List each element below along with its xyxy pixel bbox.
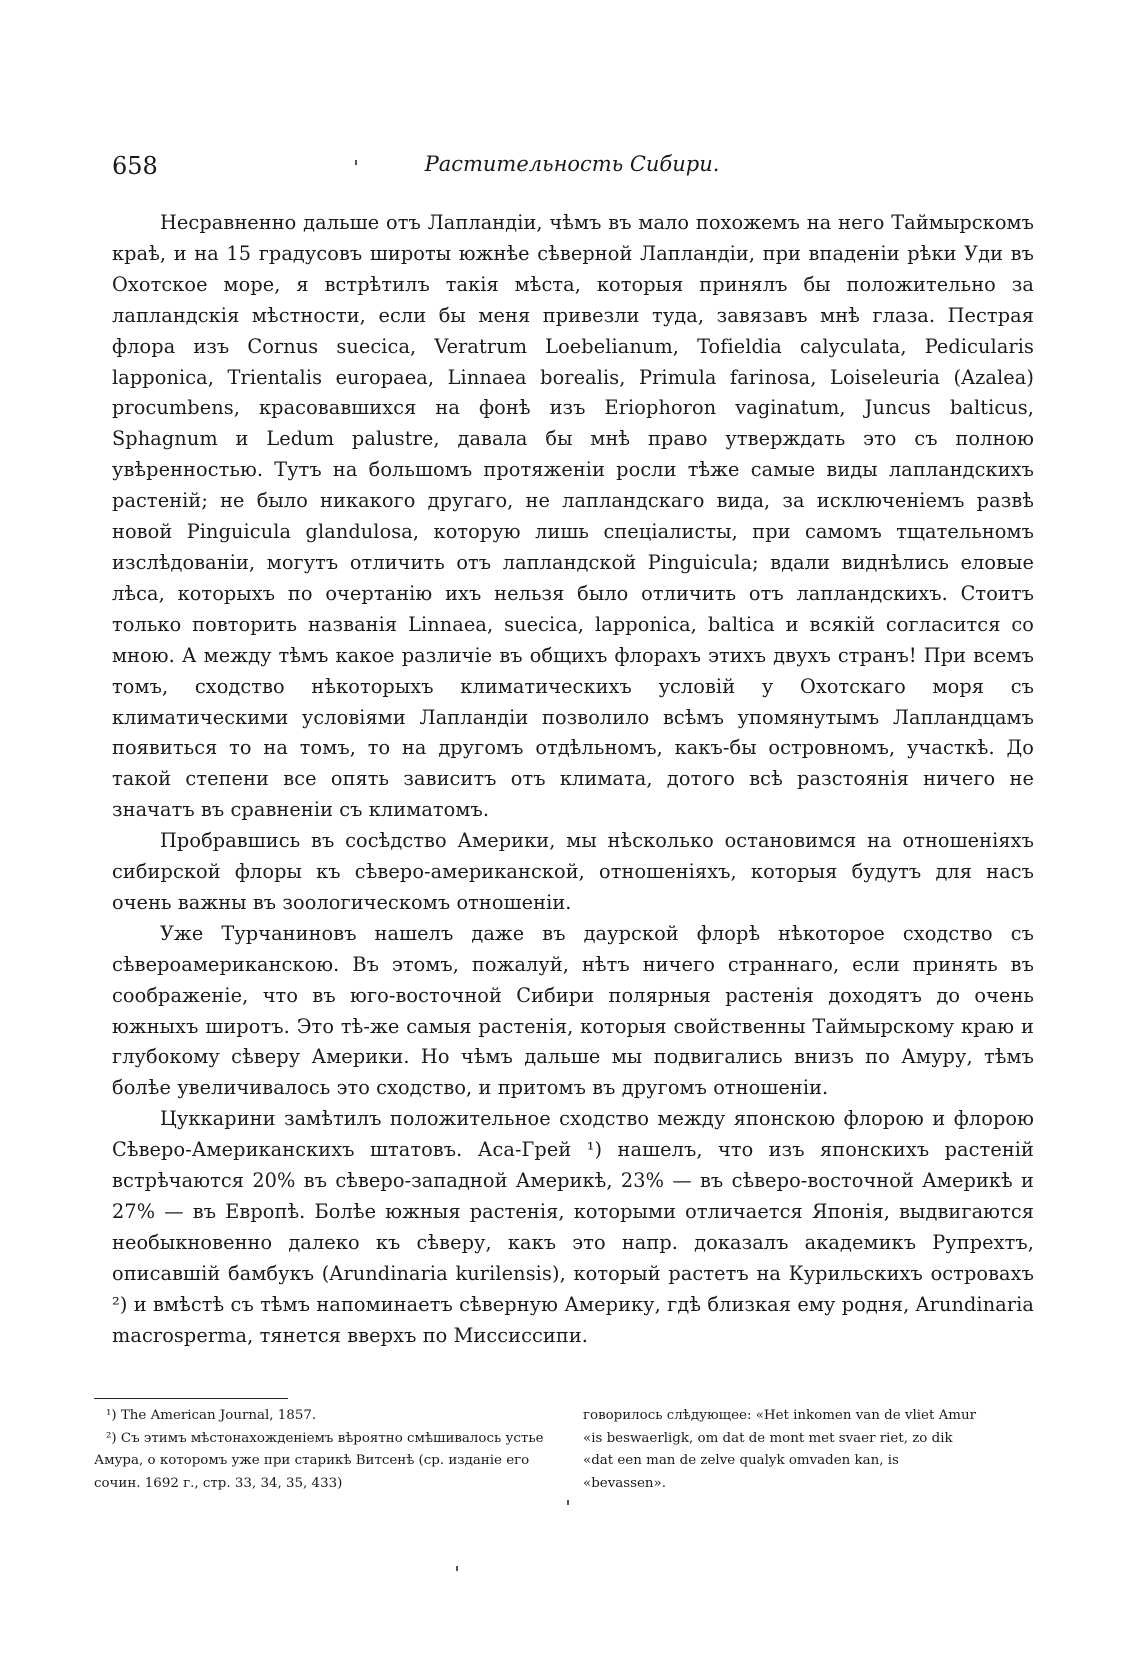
page-header [112,152,1032,188]
footnote-divider [94,1398,288,1399]
footnote-2-continuation-line: «is beswaerligk, om dat de mont met svaer riet, zo dik [583,1430,953,1446]
paragraph: Пробравшись въ сосѣдство Америки, мы нѣсколько остановимся на отношеніяхъ сибирской флоры къ сѣверо-американской, отношеніяхъ, которыя будутъ для насъ очень важны въ зоологическомъ отношеніи. [112,829,1034,914]
print-speck [456,1566,458,1571]
footnote-2-continuation-line: «dat een man de zelve qualyk omvaden kan, is [583,1453,899,1468]
print-speck [567,1500,569,1505]
paragraph: Цуккарини замѣтилъ положительное сходство между японскою флорою и флорою Сѣверо-Американскихъ штатовъ. Аса-Грей ¹) нашелъ, что изъ японскихъ растеній встрѣчаются 20% въ сѣверо-западной Америкѣ, 23% — въ сѣверо-восточной Америкѣ и 27% — въ Европѣ. Болѣе южныя растенія, которыми отличается Японія, выдвигаются необыкновенно далеко къ сѣверу, какъ это напр. доказалъ академикъ Рупрехтъ, описавшій бамбукъ (Arundinaria kurilensis), который растетъ на Курильскихъ островахъ ²) и вмѣстѣ съ тѣмъ напоминаетъ сѣверную Америку, гдѣ близкая ему родня, Arundinaria macrosperma, тянется вверхъ по Миссиссипи. [112,1107,1034,1347]
page-number: 658 [112,152,158,180]
footnote-2: ²) Съ этимъ мѣстонахожденіемъ вѣроятно смѣшивалось устье Амура, о которомъ уже при старикѣ Витсенѣ (ср. изданіе его сочин. 1692 г., стр. 33, 34, 35, 433) [94,1430,544,1491]
running-title: Растительность Сибири. [424,152,720,176]
paragraph: Уже Турчаниновъ нашелъ даже въ даурской флорѣ нѣкоторое сходство съ сѣвероамериканскою. Въ этомъ, пожалуй, нѣтъ ничего страннаго, если принять въ соображеніе, что въ юго-восточной Сибири полярныя растенія доходятъ до очень южныхъ широтъ. Это тѣ-же самыя растенія, которыя свойственны Таймырскому краю и глубокому сѣверу Америки. Но чѣмъ дальше мы подвигались внизъ по Амуру, тѣмъ болѣе увеличивалось это сходство, и притомъ въ другомъ отношеніи. [112,921,1034,1100]
footnotes-left-column [94,1405,572,1495]
footnote-2-continuation-line: говорилось слѣдующее: «Het inkomen van de vliet Amur [583,1408,977,1423]
main-text [112,208,1034,1352]
footnote-1: ¹) The American Journal, 1857. [106,1408,317,1423]
paragraph: Несравненно дальше отъ Лапландіи, чѣмъ въ мало похожемъ на него Таймырскомъ краѣ, и на 15 градусовъ широты южнѣе сѣверной Лапландіи, при впаденіи рѣки Уди въ Охотское море, я встрѣтилъ такія мѣста, которыя принялъ бы положительно за лапландскія мѣстности, если бы меня привезли туда, завязавъ мнѣ глаза. Пестрая флора изъ Cornus suecica, Veratrum Loebelianum, Tofieldia calyculata, Pedicularis lapponica, Trientalis europaea, Linnaea borealis, Primula farinosa, Loiseleuria (Azalea) procumbens, красовавшихся на фонѣ изъ Eriophoron vaginatum, Juncus balticus, Sphagnum и Ledum palustre, давала бы мнѣ право утверждать это съ полною увѣренностью. Тутъ на большомъ протяженіи росли тѣже самые виды лапландскихъ растеній; не было никакого другаго, не лапландскаго вида, за исключеніемъ развѣ новой Pinguicula glandulosa, которую лишь спеціалисты, при самомъ тщательномъ изслѣдованіи, могутъ отличить отъ лапландской Pinguicula; вдали виднѣлись еловые лѣса, которыхъ по очертанію ихъ нельзя было отличить отъ лапландскихъ. Стоитъ только повторить названія Linnaea, suecica, lapponica, baltica и всякій согласится со мною. А между тѣмъ какое различіе въ общихъ флорахъ этихъ двухъ странъ! При всемъ томъ, сходство нѣкоторыхъ климатическихъ условій у Охотскаго моря съ климатическими условіями Лапландіи позволило всѣмъ упомянутымъ Лапландцамъ появиться то на томъ, то на другомъ отдѣльномъ, какъ-бы островномъ, участкѣ. До такой степени все опять зависитъ отъ климата, дотого всѣ разстоянія ничего не значатъ въ сравненіи съ климатомъ. [112,211,1034,822]
footnote-2-continuation-line: «bevassen». [583,1475,666,1491]
footnotes-right-column [583,1405,1053,1495]
print-speck [355,160,357,165]
